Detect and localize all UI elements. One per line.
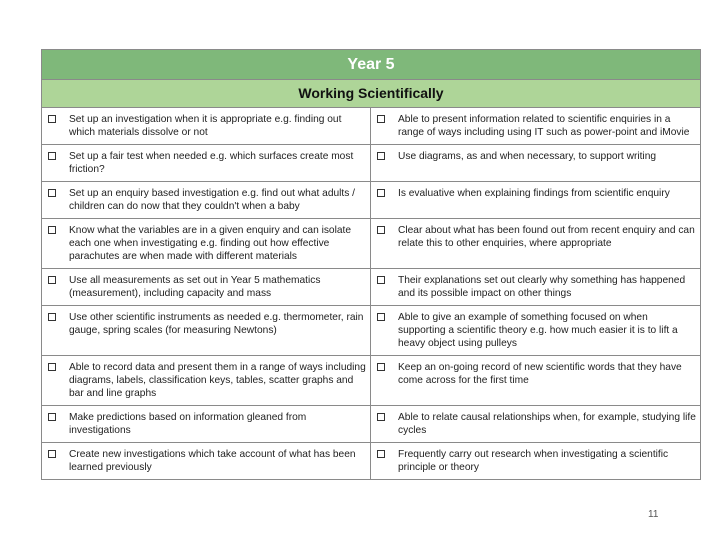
- page-number: 11: [648, 509, 659, 520]
- table-body: [42, 108, 700, 479]
- objective-cell-right: [371, 269, 700, 305]
- table-row: [42, 443, 700, 479]
- objective-text: Able to record data and present them in a range of ways including diagrams, labels, classification keys, tables, scatter graphs and bar and line graphs: [69, 362, 366, 399]
- objective-text: Set up a fair test when needed e.g. which surfaces create most friction?: [69, 151, 354, 175]
- objective-text: Set up an enquiry based investigation e.g. find out what adults / children can do now that they couldn't when a baby: [69, 188, 356, 212]
- table-title: Year 5: [42, 50, 700, 80]
- table-row: [42, 269, 700, 306]
- table-row: [42, 145, 700, 182]
- table-row: [42, 182, 700, 219]
- checkbox-bullet-icon: [377, 189, 385, 197]
- objective-cell-left: [42, 269, 371, 305]
- working-scientifically-table: [41, 49, 701, 480]
- objective-cell-right: [371, 406, 700, 442]
- checkbox-bullet-icon: [48, 363, 56, 371]
- checkbox-bullet-icon: [48, 226, 56, 234]
- objective-text: Use other scientific instruments as needed e.g. thermometer, rain gauge, spring scales (for measuring Newtons): [69, 312, 364, 336]
- objective-text: Clear about what has been found out from recent enquiry and can relate this to other enquiries, where appropriate: [398, 225, 695, 249]
- objective-text: Keep an on-going record of new scientific words that they have come across for the first time: [398, 362, 682, 386]
- checkbox-bullet-icon: [48, 413, 56, 421]
- objective-cell-right: [371, 108, 700, 144]
- checkbox-bullet-icon: [377, 313, 385, 321]
- objective-cell-left: [42, 443, 371, 479]
- checkbox-bullet-icon: [48, 152, 56, 160]
- objective-text: Is evaluative when explaining findings from scientific enquiry: [398, 188, 670, 199]
- table-row: [42, 108, 700, 145]
- objective-text: Set up an investigation when it is appropriate e.g. finding out which materials dissolve or not: [69, 114, 342, 138]
- objective-cell-right: [371, 219, 700, 268]
- objective-cell-left: [42, 356, 371, 405]
- objective-text: Create new investigations which take account of what has been learned previously: [69, 449, 356, 473]
- checkbox-bullet-icon: [48, 313, 56, 321]
- table-row: [42, 306, 700, 356]
- objective-cell-left: [42, 406, 371, 442]
- objective-cell-left: [42, 182, 371, 218]
- objective-cell-left: [42, 108, 371, 144]
- objective-text: Their explanations set out clearly why something has happened and its possible impact on other things: [398, 275, 686, 299]
- table-row: [42, 406, 700, 443]
- objective-cell-right: [371, 182, 700, 218]
- objective-text: Able to give an example of something focused on when supporting a scientific theory e.g. how much easier it is to lift a heavy object using pulleys: [398, 312, 678, 349]
- objective-cell-right: [371, 145, 700, 181]
- objective-cell-left: [42, 306, 371, 355]
- objective-cell-left: [42, 219, 371, 268]
- objective-cell-right: [371, 443, 700, 479]
- objective-cell-right: [371, 356, 700, 405]
- table-subtitle: Working Scientifically: [42, 80, 700, 108]
- checkbox-bullet-icon: [377, 226, 385, 234]
- table-row: [42, 356, 700, 406]
- objective-cell-left: [42, 145, 371, 181]
- checkbox-bullet-icon: [48, 450, 56, 458]
- objective-text: Know what the variables are in a given enquiry and can isolate each one when investigating e.g. finding out how effective parachutes are when made with different materials: [69, 225, 352, 262]
- checkbox-bullet-icon: [48, 115, 56, 123]
- objective-text: Use diagrams, as and when necessary, to support writing: [398, 151, 657, 162]
- checkbox-bullet-icon: [48, 276, 56, 284]
- objective-text: Able to present information related to scientific enquiries in a range of ways including using IT such as power-point and iMovie: [398, 114, 690, 138]
- objective-text: Make predictions based on information gleaned from investigations: [69, 412, 307, 436]
- checkbox-bullet-icon: [377, 363, 385, 371]
- objective-text: Able to relate causal relationships when, for example, studying life cycles: [398, 412, 696, 436]
- checkbox-bullet-icon: [377, 115, 385, 123]
- table-row: [42, 219, 700, 269]
- objective-text: Use all measurements as set out in Year 5 mathematics (measurement), including capacity and mass: [69, 275, 321, 299]
- checkbox-bullet-icon: [377, 276, 385, 284]
- checkbox-bullet-icon: [377, 450, 385, 458]
- objective-text: Frequently carry out research when investigating a scientific principle or theory: [398, 449, 669, 473]
- checkbox-bullet-icon: [377, 152, 385, 160]
- checkbox-bullet-icon: [48, 189, 56, 197]
- checkbox-bullet-icon: [377, 413, 385, 421]
- objective-cell-right: [371, 306, 700, 355]
